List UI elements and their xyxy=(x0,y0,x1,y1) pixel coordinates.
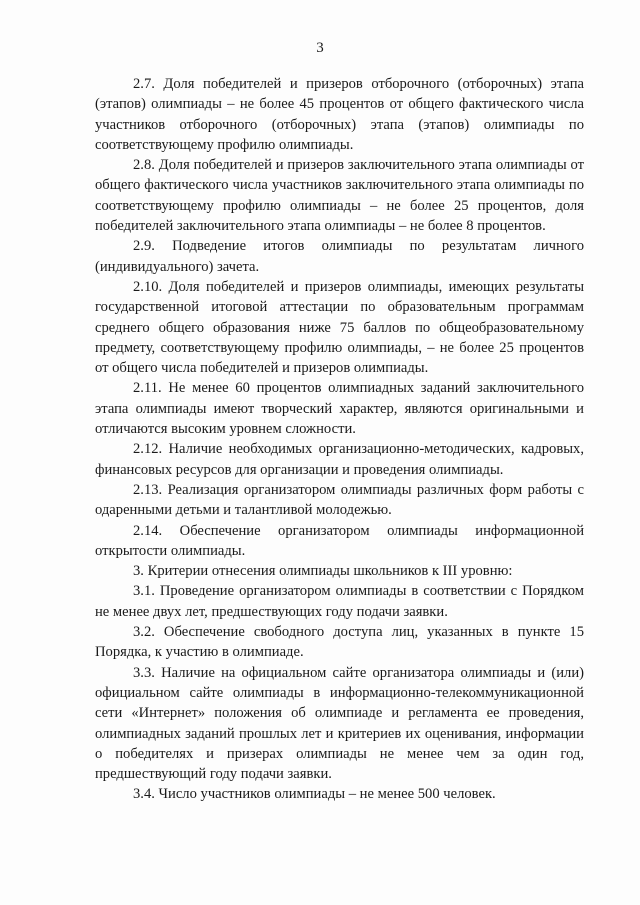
paragraph-3-3: 3.3. Наличие на официальном сайте организатора олимпиады и (или) официальном сайте олимпиады в информационно-телекоммуникационной сети «Интернет» положения об олимпиаде и регламента ее проведения, олимпиадных заданий прошлых лет и критериев их оценивания, информации о победителях и призерах олимпиады не менее чем за один год, предшествующий году подачи заявки. xyxy=(95,664,584,783)
paragraph-3-1: 3.1. Проведение организатором олимпиады в соответствии с Порядком не менее двух лет, предшествующих году подачи заявки. xyxy=(95,583,584,620)
page-number: 3 xyxy=(316,40,324,56)
section-3-heading: 3. Критерии отнесения олимпиады школьников к III уровню: xyxy=(133,563,513,580)
paragraph-3-4: 3.4. Число участников олимпиады – не менее 500 человек. xyxy=(133,786,496,803)
paragraph-2-11: 2.11. Не менее 60 процентов олимпиадных заданий заключительного этапа олимпиады имеют творческий характер, являются оригинальными и отличаются высоким уровнем сложности. xyxy=(95,380,584,438)
paragraph-3-2: 3.2. Обеспечение свободного доступа лиц, указанных в пункте 15 Порядка, к участию в олимпиаде. xyxy=(95,624,584,661)
document-body xyxy=(95,74,584,805)
paragraph-2-7: 2.7. Доля победителей и призеров отборочного (отборочных) этапа (этапов) олимпиады – не более 45 процентов от общего фактического числа участников отборочного (отборочных) этапа (этапов) олимпиады по соответствующему профилю олимпиады. xyxy=(95,76,584,153)
paragraph-2-12: 2.12. Наличие необходимых организационно-методических, кадровых, финансовых ресурсов для организации и проведения олимпиады. xyxy=(95,441,584,478)
paragraph-2-9: 2.9. Подведение итогов олимпиады по результатам личного (индивидуального) зачета. xyxy=(95,238,584,275)
paragraph-2-13: 2.13. Реализация организатором олимпиады различных форм работы с одаренными детьми и талантливой молодежью. xyxy=(95,481,584,519)
paragraph-2-8: 2.8. Доля победителей и призеров заключительного этапа олимпиады от общего фактического числа участников заключительного этапа олимпиады по соответствующему профилю олимпиады – не более 25 процентов, доля победителей заключительного этапа олимпиады – не более 8 процентов. xyxy=(95,157,584,235)
paragraph-2-14: 2.14. Обеспечение организатором олимпиады информационной открытости олимпиады. xyxy=(95,522,584,559)
paragraph-2-10: 2.10. Доля победителей и призеров олимпиады, имеющих результаты государственной итоговой аттестации по образовательным программам среднего общего образования ниже 75 баллов по общеобразовательному предмету, соответствующему профилю олимпиады, – не более 25 процентов от общего числа победителей и призеров олимпиады. xyxy=(95,278,584,377)
